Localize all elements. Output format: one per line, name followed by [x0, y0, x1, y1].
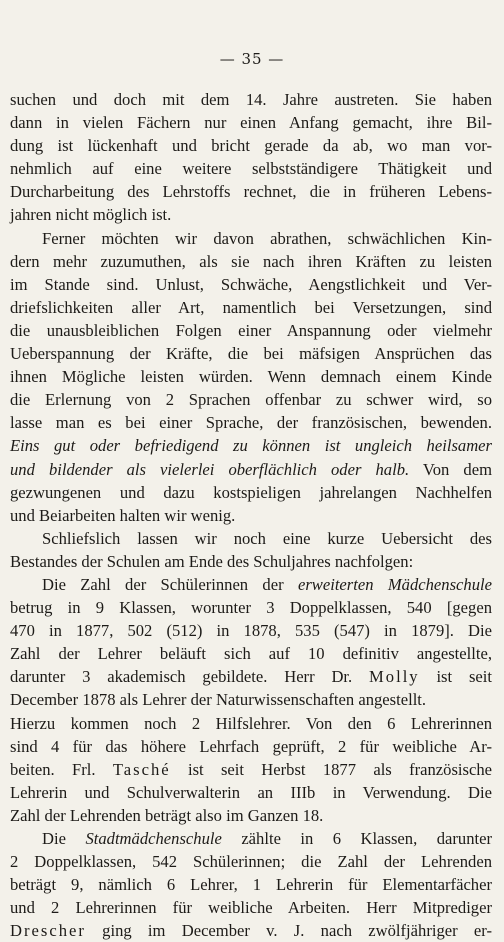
- text-line: [10, 712, 492, 735]
- text-line: [10, 642, 492, 665]
- text-line: [10, 203, 492, 226]
- spaced-name: Tasché: [112, 759, 171, 779]
- text-line: [10, 896, 492, 919]
- text-segment: December 1878 als Lehrer der Naturwissenschaften angestellt.: [10, 690, 427, 710]
- text-segment: darunter 3 akademisch gebildete. Herr Dr.: [10, 667, 370, 687]
- text-segment: die Erlernung von 2 Sprachen offenbar zu schwer wird, so: [10, 390, 492, 410]
- text-line: [10, 481, 492, 504]
- text-segment: ist seit Herbst 1877 als französische: [170, 759, 492, 779]
- text-line: [10, 827, 492, 850]
- text-segment: driefslichkeiten aller Art, namentlich bei Versetzungen, sind: [10, 297, 492, 317]
- text-segment: Zahl der Lehrenden beträgt also im Ganzen 18.: [10, 805, 324, 825]
- text-line: [10, 527, 492, 550]
- text-line: [10, 342, 492, 365]
- text-segment: betrug in 9 Klassen, worunter 3 Doppelklassen, 540 [gegen: [10, 598, 492, 618]
- text-line: [10, 411, 492, 434]
- text-segment: Zahl der Lehrer beläuft sich auf 10 definitiv angestellte,: [10, 644, 492, 664]
- text-segment: Bestandes der Schulen am Ende des Schuljahres nachfolgen:: [10, 551, 414, 571]
- italic-text: Stadtmädchenschule: [85, 829, 222, 848]
- text-line: [10, 296, 492, 319]
- text-segment: Hierzu kommen noch 2 Hilfslehrer. Von den 6 Lehrerinnen: [10, 713, 492, 733]
- text-line: [10, 250, 492, 273]
- text-line: [10, 781, 492, 804]
- text-segment: ging im December v. J. nach zwölfjähriger er-: [85, 921, 492, 941]
- text-line: [10, 365, 492, 388]
- text-segment: zählte in 6 Klassen, darunter: [221, 829, 492, 848]
- text-line: [10, 596, 492, 619]
- text-line: [10, 619, 492, 642]
- text-segment: Schliefslich lassen wir noch eine kurze Uebersicht des: [42, 528, 492, 548]
- text-line: [10, 88, 492, 111]
- text-line: [10, 735, 492, 758]
- text-line: [10, 873, 492, 896]
- page-number: — 35 —: [219, 50, 285, 68]
- text-segment: 2 Doppelklassen, 542 Schülerinnen; die Zahl der Lehrenden: [10, 852, 492, 872]
- text-line: [10, 850, 492, 873]
- text-line: [10, 319, 492, 342]
- text-segment: Von dem: [409, 459, 492, 479]
- text-line: [10, 180, 492, 203]
- text-line: [10, 688, 492, 711]
- spaced-name: Drescher: [10, 921, 86, 941]
- text-segment: dann in vielen Fächern nur einen Anfang gemacht, ihre Bil-: [10, 113, 492, 133]
- text-segment: und Beiarbeiten halten wir wenig.: [10, 505, 236, 525]
- text-segment: ihnen Mögliche leisten würden. Wenn demnach einem Kinde: [10, 367, 492, 387]
- text-line: [10, 227, 492, 250]
- text-line: [10, 919, 492, 942]
- text-line: [10, 458, 492, 481]
- body-text: [10, 88, 492, 942]
- text-segment: dern mehr zuzumuthen, als sie nach ihren Kräften zu leisten: [10, 251, 492, 271]
- text-segment: Ferner möchten wir davon abrathen, schwächlichen Kin-: [42, 228, 492, 248]
- text-segment: dung ist lückenhaft und bricht gerade da ab, wo man vor-: [10, 136, 492, 156]
- text-line: [10, 665, 492, 688]
- text-segment: nehmlich auf eine weitere selbstständigere Thätigkeit und: [10, 159, 492, 179]
- text-line: [10, 134, 492, 157]
- text-line: [10, 758, 492, 781]
- text-segment: beträgt 9, nämlich 6 Lehrer, 1 Lehrerin für Elementarfächer: [10, 875, 492, 895]
- text-line: [10, 573, 492, 596]
- text-segment: suchen und doch mit dem 14. Jahre austreten. Sie haben: [10, 90, 492, 109]
- italic-text: Eins gut oder befriedigend zu können ist ungleich heilsamer: [10, 436, 492, 456]
- italic-text: erweiterten Mädchenschule: [297, 574, 492, 594]
- text-segment: Die Zahl der Schülerinnen der: [42, 574, 298, 594]
- text-segment: gezwungenen und dazu kostspieligen jahrelangen Nachhelfen: [10, 482, 492, 502]
- text-segment: Durcharbeitung des Lehrstoffs rechnet, die in früheren Lebens-: [10, 182, 492, 202]
- spaced-name: Molly: [369, 667, 420, 687]
- text-line: [10, 157, 492, 180]
- text-segment: Lehrerin und Schulverwalterin an IIIb in Verwendung. Die: [10, 782, 492, 802]
- text-line: [10, 273, 492, 296]
- text-segment: im Stande sind. Unlust, Schwäche, Aengstlichkeit und Ver-: [10, 274, 492, 294]
- text-segment: Ueberspannung der Kräfte, die bei mäfsigen Ansprüchen das: [10, 344, 492, 364]
- text-segment: jahren nicht möglich ist.: [10, 205, 172, 225]
- text-segment: 470 in 1877, 502 (512) in 1878, 535 (547) in 1879]. Die: [10, 621, 492, 641]
- italic-text: und bildender als vielerlei oberflächlich oder halb.: [10, 459, 410, 479]
- text-line: [10, 434, 492, 457]
- text-line: [10, 804, 492, 827]
- text-line: [10, 388, 492, 411]
- text-segment: lasse man es bei einer Sprache, der französischen, bewenden.: [10, 413, 492, 433]
- text-line: [10, 111, 492, 134]
- text-line: [10, 550, 492, 573]
- text-segment: Die: [42, 829, 86, 848]
- text-segment: beiten. Frl.: [10, 759, 113, 779]
- text-line: [10, 504, 492, 527]
- text-segment: sind 4 für das höhere Lehrfach geprüft, 2 für weibliche Ar-: [10, 736, 492, 756]
- text-segment: und 2 Lehrerinnen für weibliche Arbeiten. Herr Mitprediger: [10, 898, 492, 918]
- text-segment: die unausbleiblichen Folgen einer Anspannung oder vielmehr: [10, 320, 492, 340]
- text-segment: ist seit: [419, 667, 492, 687]
